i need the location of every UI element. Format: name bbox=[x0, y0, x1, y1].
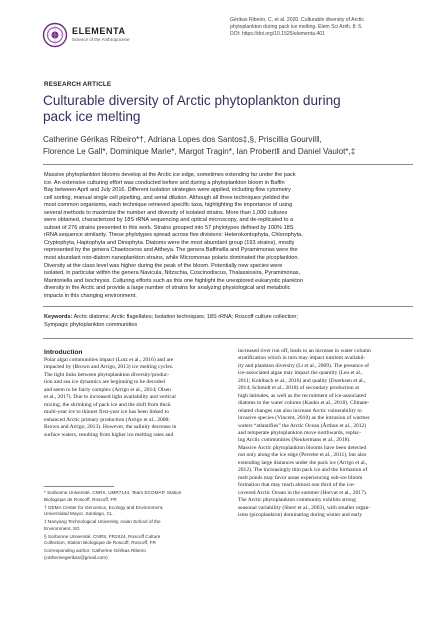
abstract-line: ice. An extensive culturing effort was conducted before and during a phytoplankton bloom in Baffin bbox=[44, 179, 285, 186]
keywords-line bbox=[44, 314, 413, 322]
body-line: impacted by (Brown and Arrigo, 2013) ice melting cycles. bbox=[44, 364, 174, 371]
divider bbox=[43, 164, 413, 165]
body-line: The tight links between phytoplankton diversity/produc- bbox=[44, 371, 170, 378]
body-line: and seem to be fairly complex (Arrigo et al., 2014; Olsen bbox=[44, 386, 171, 393]
footnote-line: Biologique de Roscoff, Roscoff, FR bbox=[44, 496, 117, 502]
abstract-line: subset of 276 strains presented in this work. Strains grouped into 57 phylotypes defined by 100% 18S bbox=[44, 224, 294, 231]
citation-doi-link[interactable]: DOI: https://doi.org/10.1525/elementa.401 bbox=[230, 31, 325, 37]
journal-tagline: Science of the Anthropocene bbox=[72, 37, 130, 42]
title-line: Culturable diversity of Arctic phytoplankton during bbox=[43, 93, 341, 108]
body-line: diatoms to the water column (Kauko et al., 2018). Climate- bbox=[238, 400, 370, 407]
abstract bbox=[44, 172, 413, 300]
footnote-line: * Sorbonne Université, CNRS, UMR7144, Team ECOMAP, Station bbox=[44, 490, 182, 495]
article-title bbox=[43, 93, 403, 125]
body-line: enhanced Arctic primary production (Arrigo et al., 2008; bbox=[44, 416, 170, 423]
title-line: pack ice melting bbox=[43, 109, 141, 124]
keywords bbox=[44, 314, 413, 329]
footnote-line: † GEMA Center for Genomics, Ecology and Environment, bbox=[44, 504, 164, 510]
keywords-text: Arctic diatoms; Arctic flagellates; Isolation techniques; 18S rRNA; Roscoff culture collection; bbox=[72, 314, 298, 320]
abstract-line: most common organisms, each technique retrieved specific taxa, highlighting the importance of using bbox=[44, 202, 293, 209]
footnote-line: ‡ Nanyang Technological University, Asian School of the bbox=[44, 519, 161, 525]
author-list bbox=[43, 134, 413, 157]
body-line: not only along the ice edge (Perrette et al., 2011), but also bbox=[238, 452, 367, 459]
abstract-line: isolated, in particular within the genera Navicula, Nitzschia, Coscinodiscus, Thalassiosira, Pyramimonas, bbox=[44, 270, 301, 277]
citation-block bbox=[230, 17, 410, 38]
footnote bbox=[44, 505, 226, 518]
footnote bbox=[44, 534, 226, 547]
body-line: seasonal variability (Sherr et al., 2003), with smaller organ- bbox=[238, 504, 371, 511]
footnote-line: Universidad Mayor, Santiago, CL bbox=[44, 511, 113, 517]
body-line: invasive species (Vincent, 2010) as the intrusion of warmer bbox=[238, 415, 370, 422]
body-line: waters “atlantifies” the Arctic Ocean (Årthun et al., 2012) bbox=[238, 422, 367, 429]
body-line: related changes can also increase Arctic vulnerability to bbox=[238, 407, 362, 414]
abstract-line: rRNA sequence similarity. These phylotypes spread across five divisions: Heterokontophyta, Chlorophyta, bbox=[44, 232, 303, 239]
citation-line: phytoplankton during pack ice melting. Elem Sci Anth, 8: 6. bbox=[230, 24, 363, 30]
body-column-right bbox=[238, 348, 418, 519]
abstract-line: Mantoniella and Isochrysis. Culturing efforts such as this one highlight the unexplored eukaryotic plankton bbox=[44, 277, 303, 284]
abstract-line: Cryptophyta, Haptophyta and Dinophyta. Diatoms were the most abundant group (193 strains), mostly bbox=[44, 239, 295, 246]
body-line: covered Arctic Ocean in the summer (Horvat et al., 2017). bbox=[238, 489, 368, 496]
divider bbox=[43, 306, 413, 307]
abstract-line: were obtained, characterized by 18S rRNA sequencing and optical microscopy, and de-replicated to a bbox=[44, 217, 294, 224]
abstract-line: represented by the genera Chaetoceros and Attheya. The genera Baffinella and Pyramimonas were the bbox=[44, 247, 298, 254]
keywords-line: Sympagic phytoplankton communities bbox=[44, 321, 138, 328]
corresponding-email-link[interactable]: (catherinegerikas@gmail.com) bbox=[44, 554, 108, 560]
body-line: formation that may reach almost one third of the ice- bbox=[238, 482, 356, 489]
footnote-line: § Sorbonne Université, CNRS, FR2424, Roscoff Culture bbox=[44, 533, 161, 539]
body-line: isms (picoplankton) dominating during winter and early bbox=[238, 511, 363, 518]
section-heading: Introduction bbox=[44, 349, 83, 356]
body-line: Brown and Arrigo, 2013). However, the salinity decrease in bbox=[44, 424, 177, 431]
abstract-line: cell sorting, manual single cell pipetting, and serial dilution. Although all three techniques yielded the bbox=[44, 194, 290, 201]
body-column-left bbox=[44, 348, 226, 439]
body-line: 2014; Schmidt et al., 2018) of secondary production at bbox=[238, 385, 360, 392]
footnote-divider bbox=[44, 486, 114, 487]
footnote-line: Collection, Station Biologique de Roscoff, Roscoff, FR bbox=[44, 540, 156, 546]
abstract-line: most abundant non-diatom nanoplankton strains, while Micromonas polaris dominated the picoplankton. bbox=[44, 255, 299, 262]
abstract-line: impacts in this changing environment. bbox=[44, 292, 137, 299]
body-line: extending large distances under the pack ice (Arrigo et al., bbox=[238, 459, 368, 466]
body-line: tion and sea ice dynamics are beginning to be decoded bbox=[44, 379, 165, 386]
body-line: surface waters, resulting from higher ice melting rates and bbox=[44, 431, 174, 438]
citation-line: Gérikas Ribeiro, C, et al. 2020. Culturable diversity of Arctic bbox=[230, 17, 364, 23]
body-line: melt ponds may favor areas experiencing sub-ice bloom bbox=[238, 474, 363, 481]
footnotes bbox=[44, 490, 226, 563]
journal-name: ELEMENTA bbox=[72, 26, 126, 36]
abstract-line: Massive phytoplankton blooms develop at the Arctic ice edge, sometimes extending far under the pack bbox=[44, 172, 296, 178]
body-line: Massive Arctic phytoplankton blooms have been detected bbox=[238, 444, 367, 451]
footnote-line: Corresponding author: Catherine Gérikas Ribeiro bbox=[44, 548, 146, 554]
abstract-line: diversity in the Arctic and provide a large number of strains for analyzing physiological and metabolic bbox=[44, 285, 291, 292]
body-line: high latitudes, as well as the recruitment of ice-associated bbox=[238, 392, 366, 399]
elementa-logo-icon bbox=[42, 22, 68, 48]
body-line: et al., 2017). Due to increased light availability and vertical bbox=[44, 394, 176, 401]
author-line: Florence Le Gall*, Dominique Marie*, Margot Tragin*, Ian Probert‖ and Daniel Vaulot*,‡ bbox=[43, 146, 356, 156]
footnote-line: Environment, SG bbox=[44, 525, 80, 531]
journal-logo[interactable] bbox=[42, 22, 172, 48]
body-line: and temperate phytoplankton move northwards, replac- bbox=[238, 429, 361, 436]
footnote bbox=[44, 519, 226, 532]
body-line: mixing, the shrinking of pack ice and the shift from thick bbox=[44, 401, 171, 408]
abstract-line: Bay between April and July 2016. Different isolation strategies were applied, including flow cytometry bbox=[44, 187, 291, 194]
footnote bbox=[44, 548, 226, 561]
keywords-label: Keywords: bbox=[44, 314, 73, 320]
abstract-line: Diversity at the class level was higher during the peak of the bloom. Potentially new species were bbox=[44, 262, 283, 269]
body-line: 2012). The increasingly thin pack ice and the formation of bbox=[238, 467, 368, 474]
body-line: ity and plankton diversity (Li et al., 2009). The presence of bbox=[238, 362, 369, 369]
body-line: stratification which in turn may impact nutrient availabil- bbox=[238, 355, 366, 362]
body-line: ice-associated algae may impact the quantity (Leu et al., bbox=[238, 370, 363, 377]
body-line: ing Arctic communities (Neukermans et al., 2018). bbox=[238, 437, 351, 444]
footnote bbox=[44, 490, 226, 503]
body-line: increased river run off, leads to an increase in water column bbox=[238, 348, 371, 354]
abstract-line: several methods to maximize the number and diversity of isolated strains. More than 1,000 cultures bbox=[44, 209, 288, 216]
body-line: Polar algal communities impact (Lutz et al., 2016) and are bbox=[44, 357, 174, 363]
article-type-label: RESEARCH ARTICLE bbox=[44, 81, 112, 88]
body-line: 2011; Kohlbach et al., 2016) and quality (Duerksen et al., bbox=[238, 377, 366, 384]
author-line: Catherine Gérikas Ribeiro*†, Adriana Lopes dos Santos‡,§, Priscillia Gourvil‖, bbox=[43, 135, 322, 144]
divider bbox=[43, 338, 413, 339]
body-line: multi-year ice to thinner first-year ice has been linked to bbox=[44, 409, 169, 416]
body-line: The Arctic phytoplankton community exhibits strong bbox=[238, 497, 356, 504]
